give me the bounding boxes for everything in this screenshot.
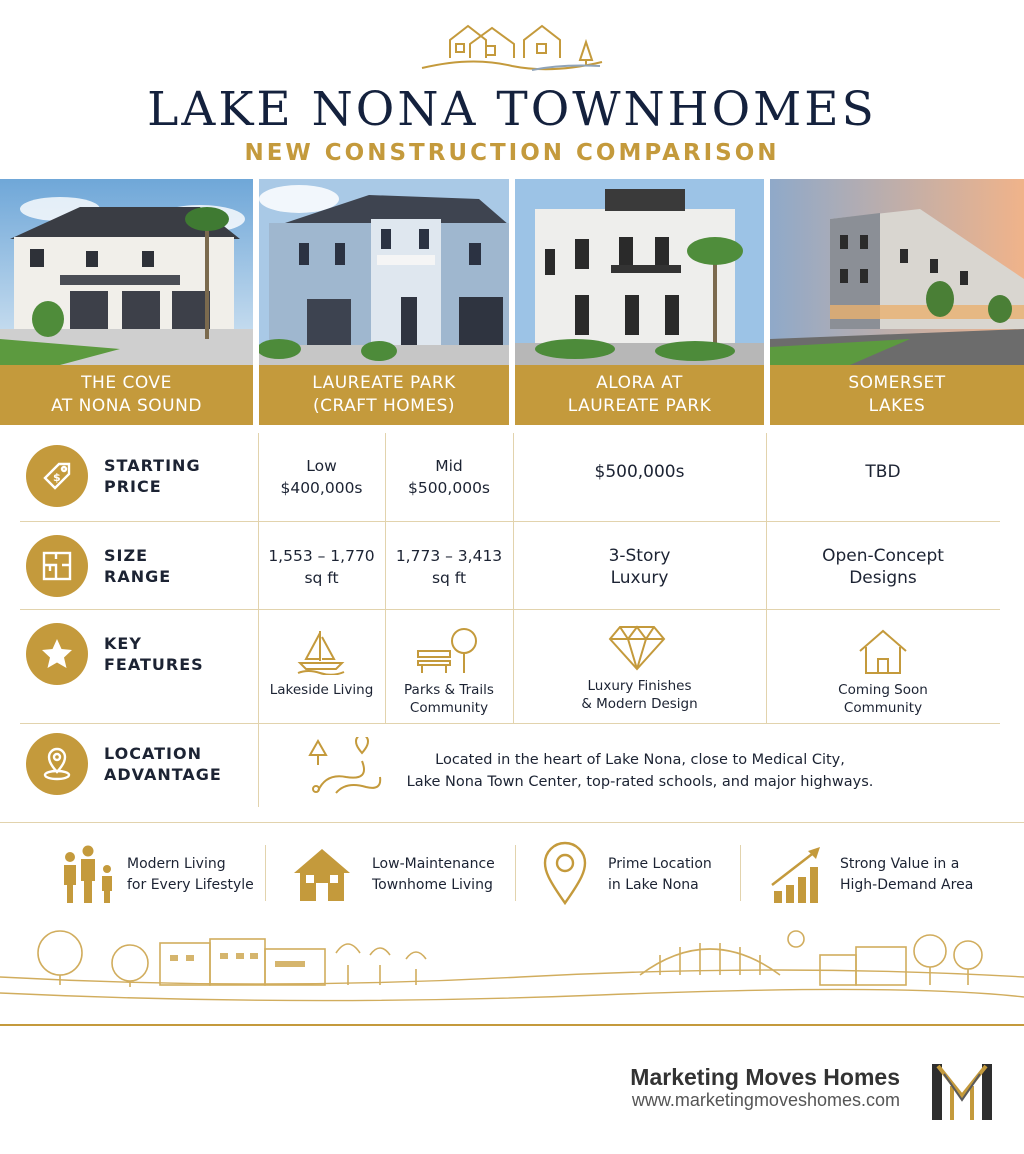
community-column-somerset — [770, 179, 1024, 425]
row-divider — [20, 521, 1000, 522]
row-divider — [20, 723, 1000, 724]
price-row-icon-badge — [26, 445, 88, 507]
features-row-label: KEY FEATURES — [104, 634, 204, 674]
family-icon — [56, 845, 118, 905]
somerset-size: Open-Concept Designs — [822, 546, 944, 588]
header — [0, 0, 1024, 178]
benefit-label-lifestyle: Modern Living for Every Lifestyle — [127, 856, 254, 893]
benefit-item-location — [542, 845, 732, 909]
price-tag-icon — [39, 458, 75, 494]
benefit-label-maintenance: Low-Maintenance Townhome Living — [372, 856, 495, 893]
location-row-icon-badge — [26, 733, 88, 795]
growth-chart-icon — [770, 845, 826, 905]
community-column-laureate — [259, 179, 509, 425]
laureate-photo — [259, 179, 509, 365]
community-column-cove — [0, 179, 253, 425]
size-row-label: SIZE RANGE — [104, 546, 172, 586]
alora-price: $500,000s — [594, 462, 685, 482]
sailboat-icon — [296, 627, 346, 675]
cove-photo — [0, 179, 253, 365]
floor-plan-icon — [40, 549, 74, 583]
brand-name: Marketing Moves Homes — [630, 1064, 900, 1090]
benefit-item-lifestyle — [56, 845, 256, 909]
alora-size: 3-Story Luxury — [608, 546, 671, 588]
community-name-cove: THE COVE AT NONA SOUND — [0, 365, 253, 425]
star-icon — [40, 637, 74, 671]
benefit-item-maintenance — [292, 845, 502, 909]
price-row-label: STARTING PRICE — [104, 456, 201, 496]
location-row-label: LOCATION ADVANTAGE — [104, 744, 222, 784]
community-photos — [0, 179, 1024, 425]
houses-logo-icon — [412, 20, 612, 76]
map-pin-icon — [542, 841, 588, 907]
comparison-table — [0, 425, 1024, 810]
route-map-icon — [306, 737, 386, 797]
house-outline-icon — [856, 627, 910, 675]
svg-text:$: $ — [53, 471, 61, 484]
cove-size: 1,553 – 1,770 sq ft — [268, 547, 375, 587]
mm-monogram-logo — [930, 1060, 994, 1122]
page-title: LAKE NONA TOWNHOMES — [147, 82, 877, 137]
benefits-strip — [0, 822, 1024, 922]
benefit-divider — [515, 845, 516, 901]
house-icon — [292, 845, 352, 905]
row-divider — [20, 609, 1000, 610]
park-bench-tree-icon — [416, 625, 482, 675]
town-skyline-illustration — [0, 925, 1024, 1030]
community-name-somerset: SOMERSET LAKES — [770, 365, 1024, 425]
somerset-feature: Coming Soon Community — [838, 682, 928, 716]
features-row-icon-badge — [26, 623, 88, 685]
benefit-label-location: Prime Location in Lake Nona — [608, 856, 712, 893]
somerset-price: TBD — [865, 462, 901, 482]
community-column-alora — [515, 179, 764, 425]
community-name-alora: ALORA AT LAUREATE PARK — [515, 365, 764, 425]
cove-feature: Lakeside Living — [269, 682, 374, 698]
benefit-divider — [740, 845, 741, 901]
size-row-icon-badge — [26, 535, 88, 597]
laureate-size: 1,773 – 3,413 sq ft — [395, 547, 503, 587]
diamond-icon — [608, 623, 666, 671]
somerset-photo — [770, 179, 1024, 365]
benefit-item-value — [770, 845, 1000, 909]
laureate-price: Mid $500,000s — [407, 457, 491, 497]
location-description: Located in the heart of Lake Nona, close to Medical City, Lake Nona Town Center, top-rated schools, and major highways. — [406, 752, 874, 790]
footer — [0, 1030, 1024, 1154]
website-link[interactable]: www.marketingmoveshomes.com — [631, 1090, 900, 1110]
cove-price: Low $400,000s — [280, 457, 363, 497]
page-subtitle: NEW CONSTRUCTION COMPARISON — [244, 140, 780, 166]
laureate-feature: Parks & Trails Community — [404, 682, 494, 716]
location-pin-icon — [39, 746, 75, 782]
community-name-laureate: LAUREATE PARK (CRAFT HOMES) — [259, 365, 509, 425]
alora-photo — [515, 179, 764, 365]
benefit-label-value: Strong Value in a High-Demand Area — [840, 856, 974, 893]
alora-feature: Luxury Finishes & Modern Design — [581, 678, 698, 712]
benefit-divider — [265, 845, 266, 901]
